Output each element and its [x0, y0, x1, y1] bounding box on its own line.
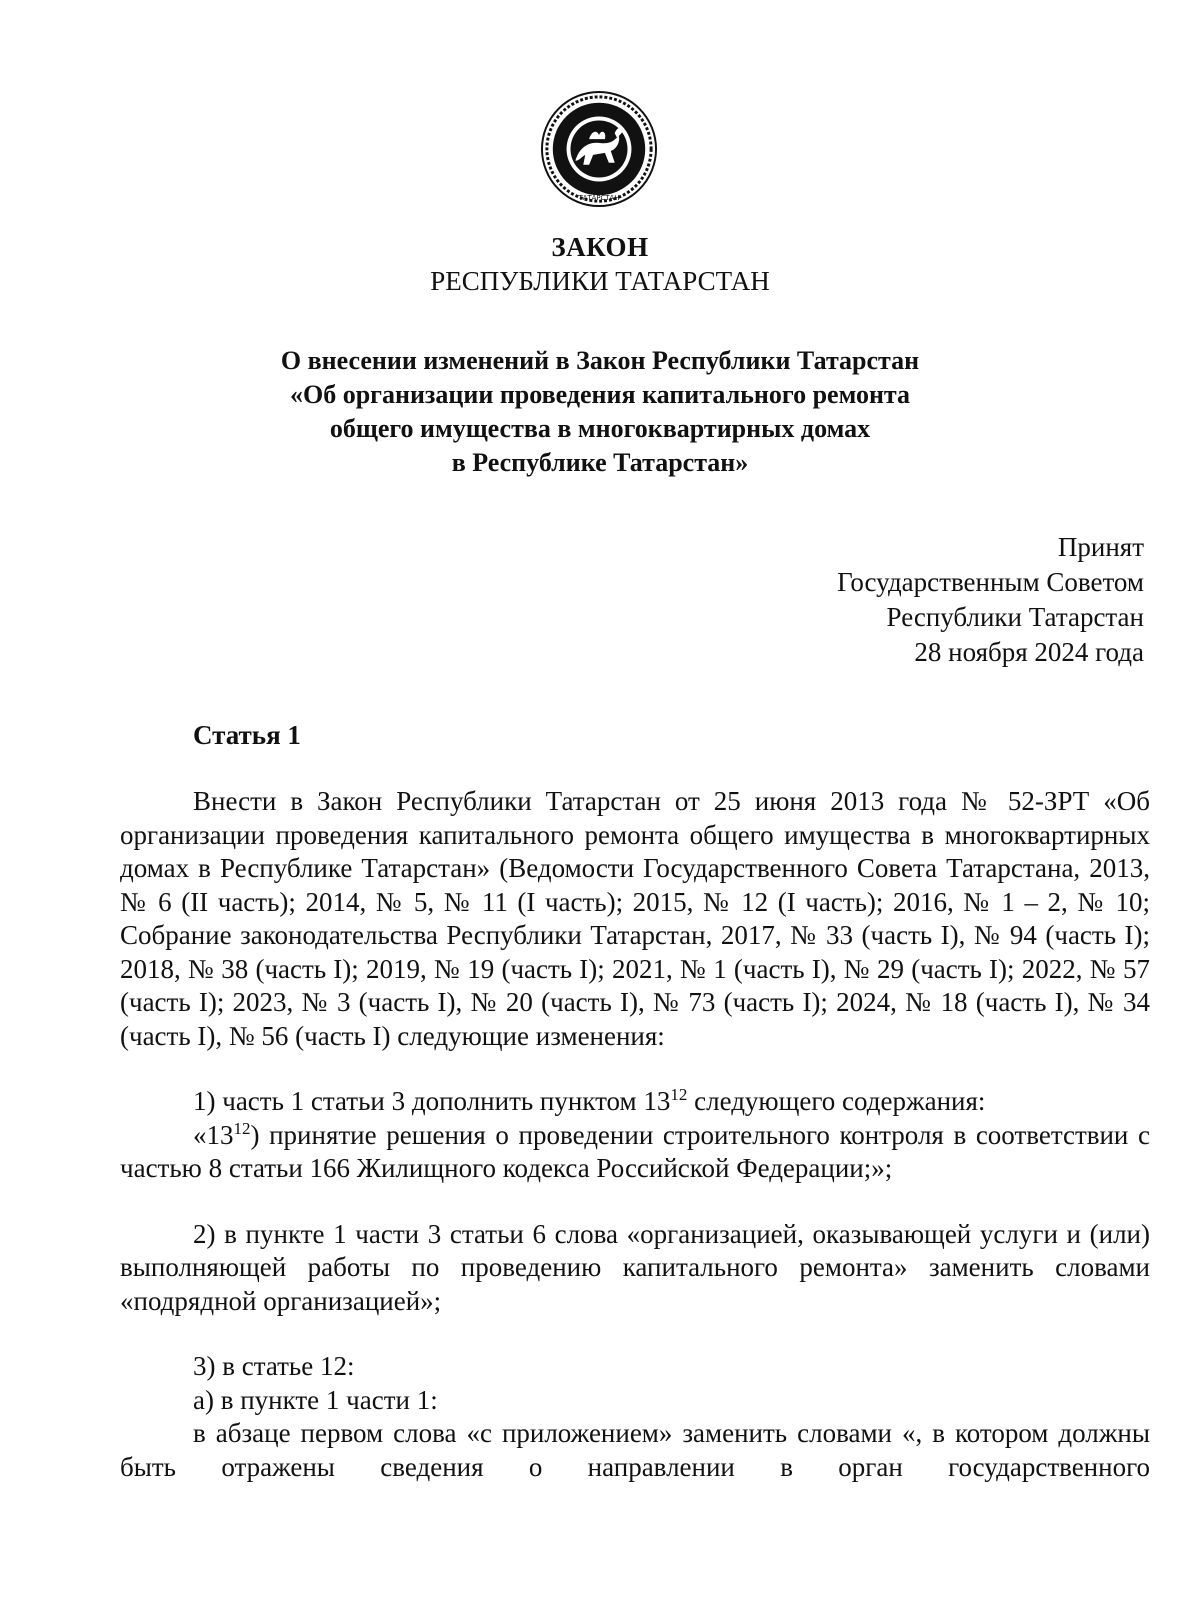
law-header — [0, 230, 1200, 298]
law-title-line: О внесении изменений в Закон Республики Татарстан — [280, 346, 920, 375]
adoption-line: Республики Татарстан — [886, 602, 1144, 632]
law-issuer: РЕСПУБЛИКИ ТАТАРСТАН — [430, 266, 770, 296]
amendment-item-3: 3) в статье 12: — [193, 1351, 355, 1381]
law-title-line: «Об организации проведения капитального ремонта — [289, 380, 911, 409]
law-title-line: в Республике Татарстан» — [451, 448, 749, 477]
amendment-item-2: 2) в пункте 1 части 3 статьи 6 слова «организацией, оказывающей услуги и (или) выполняющей работы по проведению капитального ремонта» заменить словами «подрядной организацией»; — [120, 1218, 1150, 1316]
quote-start: «13 — [193, 1119, 234, 1150]
amendment-item-3a-text: в абзаце первом слова «с приложением» заменить словами «, в котором должны быть отражены сведения о направлении в орган государственного — [120, 1418, 1150, 1482]
emblem-ring-text: ТАТАРСТАН — [578, 194, 620, 203]
adoption-block — [837, 530, 1144, 670]
law-title-line: общего имущества в многоквартирных домах — [329, 414, 871, 443]
tatarstan-coat-of-arms-icon — [540, 90, 658, 208]
amendment-item-1 — [120, 1085, 1150, 1119]
article-heading: Статья 1 — [193, 720, 301, 750]
adoption-date: 28 ноября 2024 года — [914, 637, 1144, 667]
article-intro-paragraph: Внести в Закон Республики Татарстан от 25 июня 2013 года № 52-ЗРТ «Об организации проведения капитального ремонта общего имущества в многоквартирных домах в Республике Татарстан» (Ведомости Государственного Совета Татарстана, 2013, № 6 (II часть); 2014, № 5, № 11 (I часть); 2015, № 12 (I часть); 2016, № 1 – 2, № 10; Собрание законодательства Республики Татарстан, 2017, № 33 (часть I), № 94 (часть I); 2018, № 38 (часть I); 2019, № 19 (часть I); 2021, № 1 (часть I), № 29 (часть I); 2022, № 57 (часть I); 2023, № 3 (часть I), № 20 (часть I), № 73 (часть I); 2024, № 18 (часть I), № 34 (часть I), № 56 (часть I) следующие изменения: — [120, 786, 1150, 1051]
article-body — [120, 785, 1150, 1484]
adoption-line: Принят — [1057, 532, 1144, 562]
amendment-item-1-text: 1) часть 1 статьи 3 дополнить пунктом 13 — [193, 1086, 671, 1116]
superscript: 12 — [233, 1118, 251, 1138]
amendment-item-1-text-end: следующего содержания: — [687, 1086, 986, 1116]
amendment-item-1-quote — [120, 1119, 1150, 1186]
adoption-line: Государственным Советом — [837, 567, 1144, 597]
law-title — [0, 344, 1200, 480]
superscript: 12 — [670, 1085, 688, 1104]
law-type: ЗАКОН — [551, 232, 649, 262]
amendment-item-3a: а) в пункте 1 части 1: — [193, 1384, 438, 1415]
quote-text: ) принятие решения о проведении строительного контроля в соответствии с частью 8 статьи 166 Жилищного кодекса Российской Федерации;»; — [120, 1119, 1150, 1183]
